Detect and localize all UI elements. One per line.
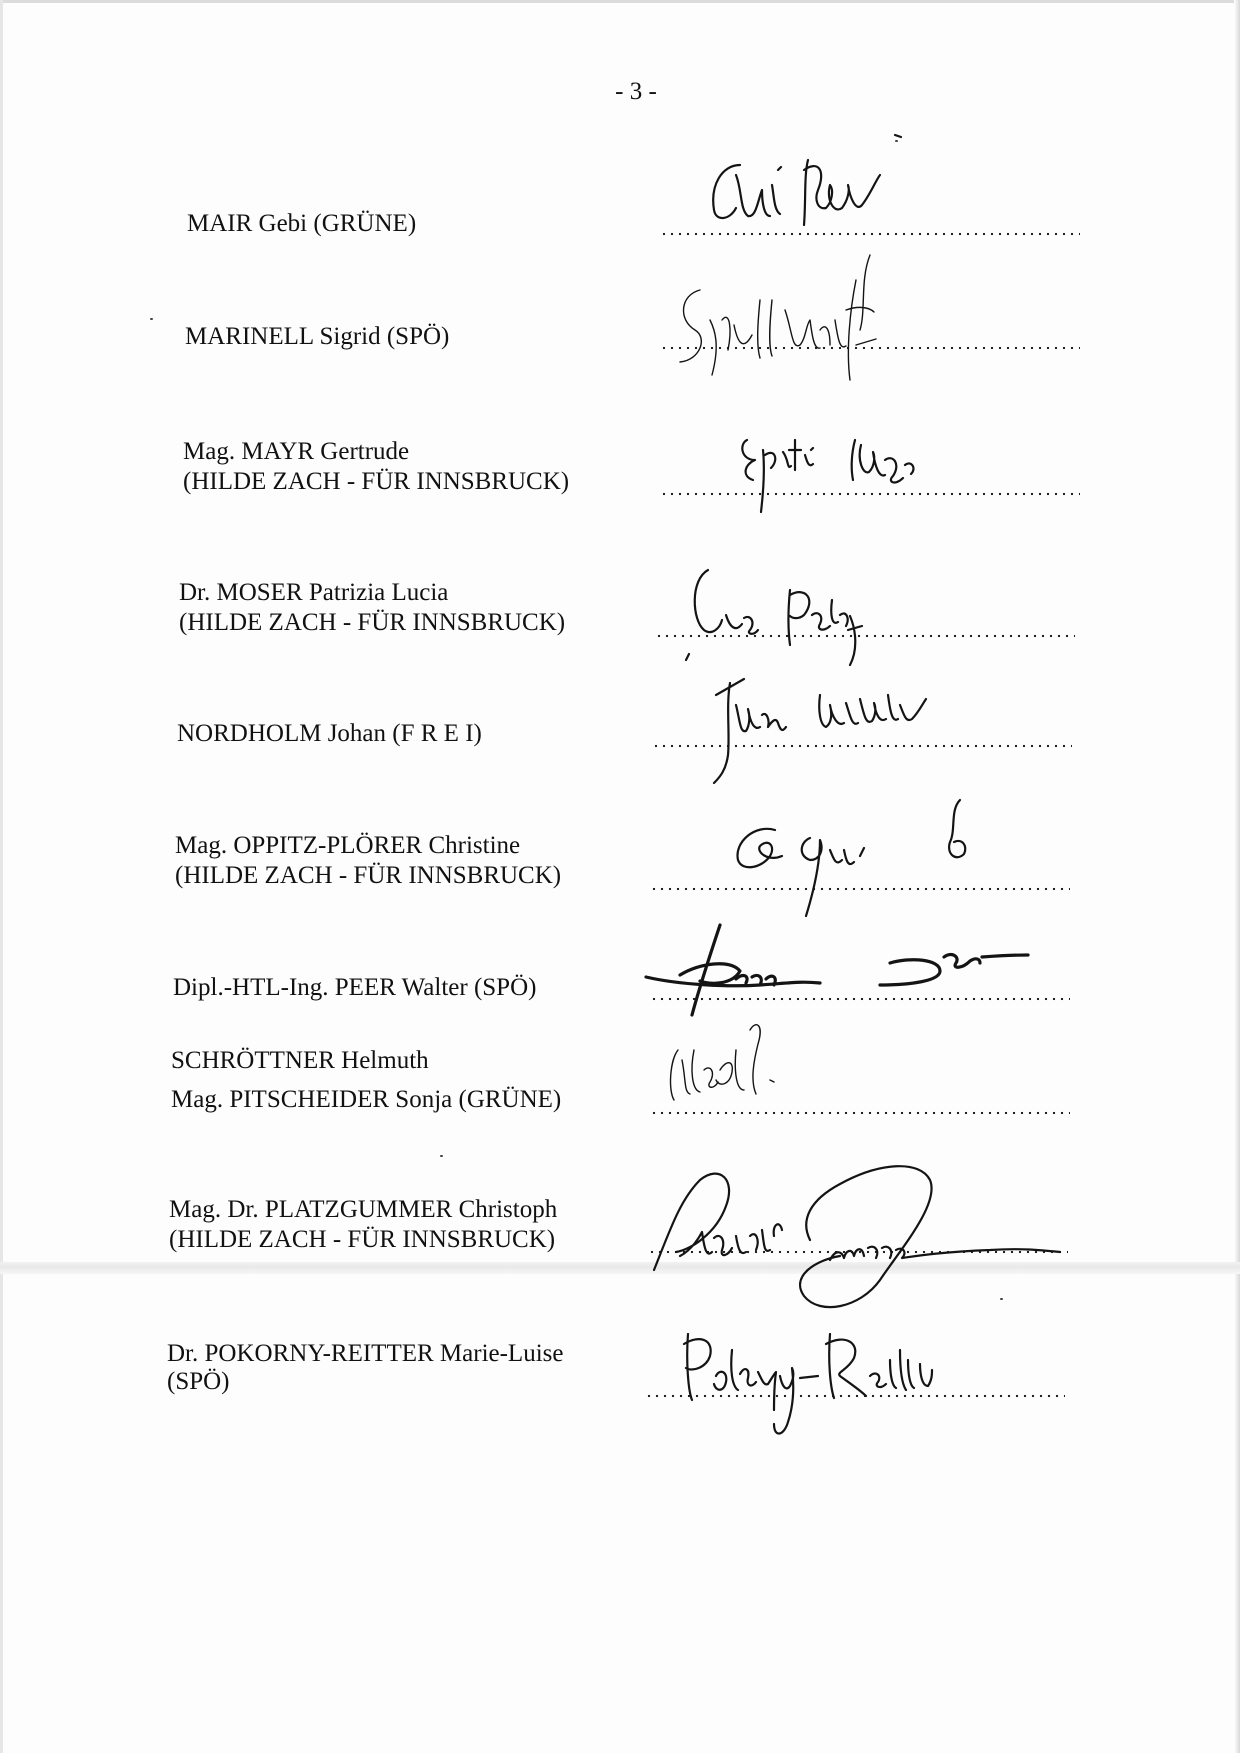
signatory-name: SCHRÖTTNER Helmuth: [171, 1047, 429, 1074]
scan-speck: [440, 1155, 443, 1157]
signatory-name: Mag. MAYR Gertrude: [183, 438, 410, 465]
signatory-name: MARINELL Sigrid (SPÖ): [185, 323, 450, 350]
signatory-party: (SPÖ): [167, 1368, 230, 1395]
signatory-party: (HILDE ZACH - FÜR INNSBRUCK): [179, 609, 566, 636]
handwritten-signature: [700, 665, 1000, 795]
signatory-name: Mag. PITSCHEIDER Sonja (GRÜNE): [171, 1086, 562, 1113]
handwritten-signature: [700, 130, 960, 240]
signatory-party: (HILDE ZACH - FÜR INNSBRUCK): [175, 862, 562, 889]
handwritten-signature: [660, 250, 940, 410]
signatory-name: Dr. POKORNY-REITTER Marie-Luise: [167, 1340, 564, 1367]
scan-edge-right: [1234, 0, 1240, 1753]
signatory-name: Mag. OPPITZ-PLÖRER Christine: [175, 832, 521, 859]
scan-edge-top: [0, 0, 1240, 3]
handwritten-signature: [640, 1140, 1090, 1320]
handwritten-signature: [660, 1010, 820, 1120]
signatory-name: MAIR Gebi (GRÜNE): [187, 210, 417, 237]
signatory-name: Dr. MOSER Patrizia Lucia: [179, 579, 449, 606]
scan-speck: [150, 318, 153, 320]
handwritten-signature: [735, 420, 995, 520]
signatory-name: Mag. Dr. PLATZGUMMER Christoph: [169, 1196, 558, 1223]
page-number: - 3 -: [615, 78, 657, 105]
handwritten-signature: [670, 1320, 1020, 1450]
signatory-party: (HILDE ZACH - FÜR INNSBRUCK): [169, 1226, 556, 1253]
signatory-name: Dipl.-HTL-Ing. PEER Walter (SPÖ): [173, 974, 537, 1001]
handwritten-signature: [720, 790, 1000, 930]
scan-speck: [1000, 1298, 1003, 1300]
signatory-party: (HILDE ZACH - FÜR INNSBRUCK): [183, 468, 570, 495]
signatory-name: NORDHOLM Johan (F R E I): [177, 720, 482, 747]
handwritten-signature: [680, 560, 940, 670]
scan-edge-left: [0, 0, 3, 1753]
scan-speck: [895, 140, 898, 142]
